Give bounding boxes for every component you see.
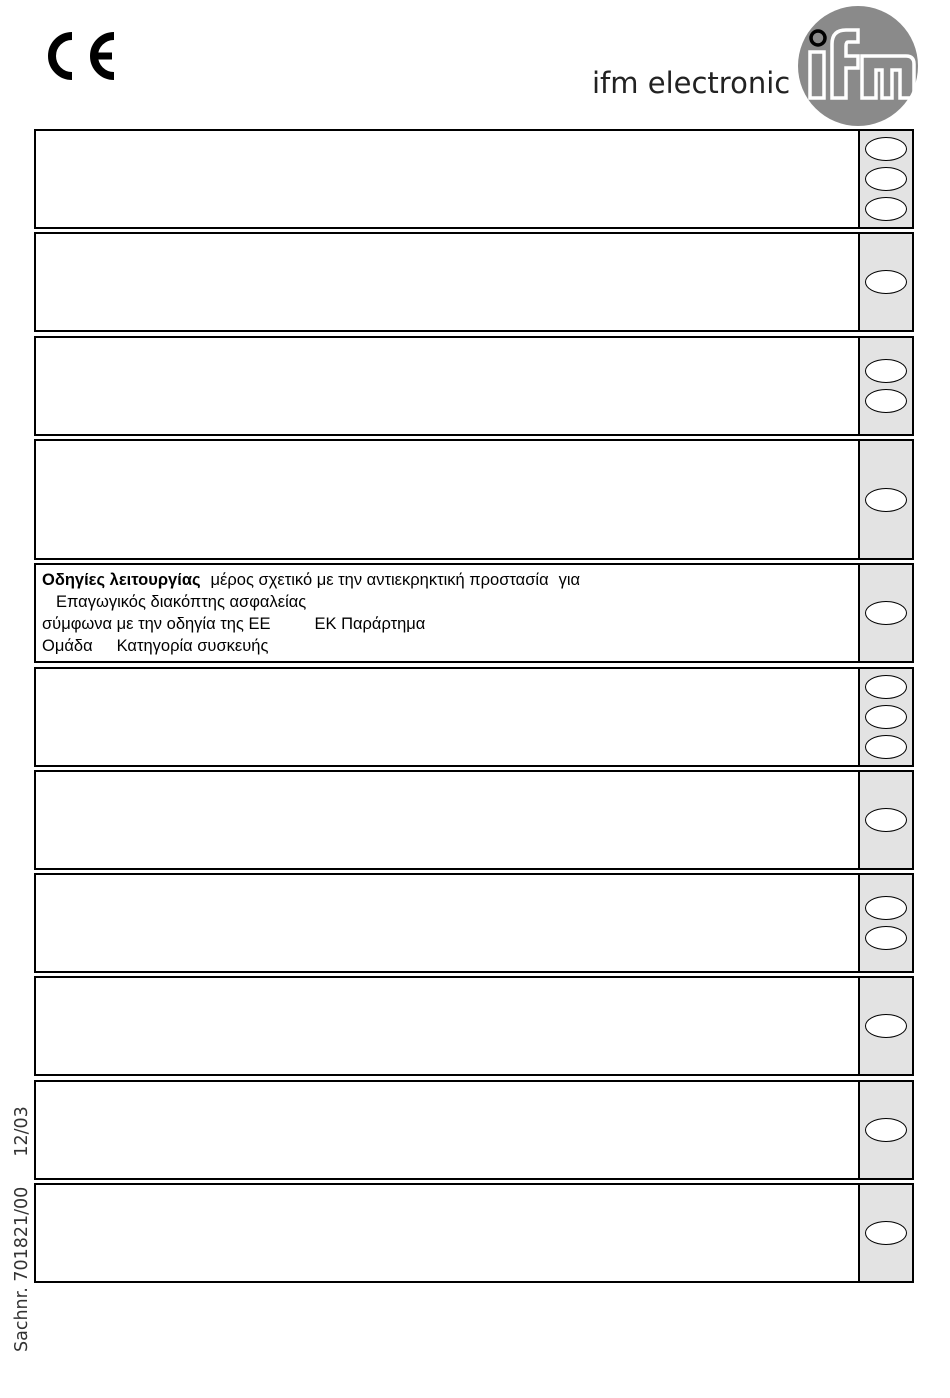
language-oval bbox=[865, 270, 907, 294]
language-row-11 bbox=[34, 1183, 914, 1283]
language-tab bbox=[858, 669, 912, 765]
row-text-area bbox=[36, 772, 858, 868]
row-text-area bbox=[36, 131, 858, 227]
row-text-area bbox=[36, 338, 858, 434]
language-tab bbox=[858, 131, 912, 227]
language-oval bbox=[865, 167, 907, 191]
language-oval bbox=[865, 359, 907, 383]
brand-name: ifm electronic bbox=[592, 66, 791, 100]
language-oval bbox=[865, 488, 907, 512]
language-oval bbox=[865, 1014, 907, 1038]
directive-ek: ΕΚ bbox=[314, 615, 337, 633]
language-row-7 bbox=[34, 770, 914, 870]
ce-mark-icon bbox=[34, 30, 120, 82]
language-tab bbox=[858, 565, 912, 661]
ifm-logo-icon bbox=[796, 4, 920, 128]
language-row-9 bbox=[34, 976, 914, 1076]
row-text-area bbox=[36, 875, 858, 971]
language-oval bbox=[865, 601, 907, 625]
language-oval bbox=[865, 197, 907, 221]
language-row-greek bbox=[34, 563, 914, 663]
row-text-area bbox=[36, 978, 858, 1074]
language-oval bbox=[865, 735, 907, 759]
directive-annex: Παράρτημα bbox=[341, 615, 426, 633]
language-row-6 bbox=[34, 667, 914, 767]
language-tab bbox=[858, 338, 912, 434]
language-oval bbox=[865, 896, 907, 920]
instruction-text bbox=[36, 565, 858, 661]
language-oval bbox=[865, 675, 907, 699]
language-tab bbox=[858, 234, 912, 330]
language-tab bbox=[858, 772, 912, 868]
instruction-title: Οδηγίες λειτουργίας bbox=[42, 571, 201, 589]
language-tab bbox=[858, 875, 912, 971]
instruction-subject: μέρος σχετικό με την αντιεκρηκτική προστασία bbox=[210, 571, 549, 589]
instruction-for: για bbox=[558, 571, 581, 589]
group-label: Ομάδα bbox=[42, 637, 93, 655]
date-label: 12/03 bbox=[12, 1106, 32, 1157]
language-tab bbox=[858, 1185, 912, 1281]
row-text-area bbox=[36, 1082, 858, 1178]
language-oval bbox=[865, 1221, 907, 1245]
row-text-area bbox=[36, 234, 858, 330]
directive-text: σύμφωνα με την οδηγία της ΕΕ bbox=[42, 615, 271, 633]
language-tab bbox=[858, 1082, 912, 1178]
product-name: Επαγωγικός διακόπτης ασφαλείας bbox=[56, 593, 307, 611]
language-row-10 bbox=[34, 1080, 914, 1180]
sachnr-label: Sachnr. 701821/00 bbox=[12, 1186, 32, 1352]
category-label: Κατηγορία συσκευής bbox=[116, 637, 269, 655]
language-row-8 bbox=[34, 873, 914, 973]
language-row-3 bbox=[34, 336, 914, 436]
document-number bbox=[12, 1106, 32, 1352]
language-row-2 bbox=[34, 232, 914, 332]
row-text-area bbox=[36, 441, 858, 558]
language-oval bbox=[865, 808, 907, 832]
language-oval bbox=[865, 705, 907, 729]
language-tab bbox=[858, 441, 912, 558]
row-text-area bbox=[36, 1185, 858, 1281]
language-row-4 bbox=[34, 439, 914, 560]
language-tab bbox=[858, 978, 912, 1074]
language-row-1 bbox=[34, 129, 914, 229]
language-oval bbox=[865, 926, 907, 950]
language-oval bbox=[865, 137, 907, 161]
row-text-area bbox=[36, 669, 858, 765]
language-oval bbox=[865, 1118, 907, 1142]
language-oval bbox=[865, 389, 907, 413]
